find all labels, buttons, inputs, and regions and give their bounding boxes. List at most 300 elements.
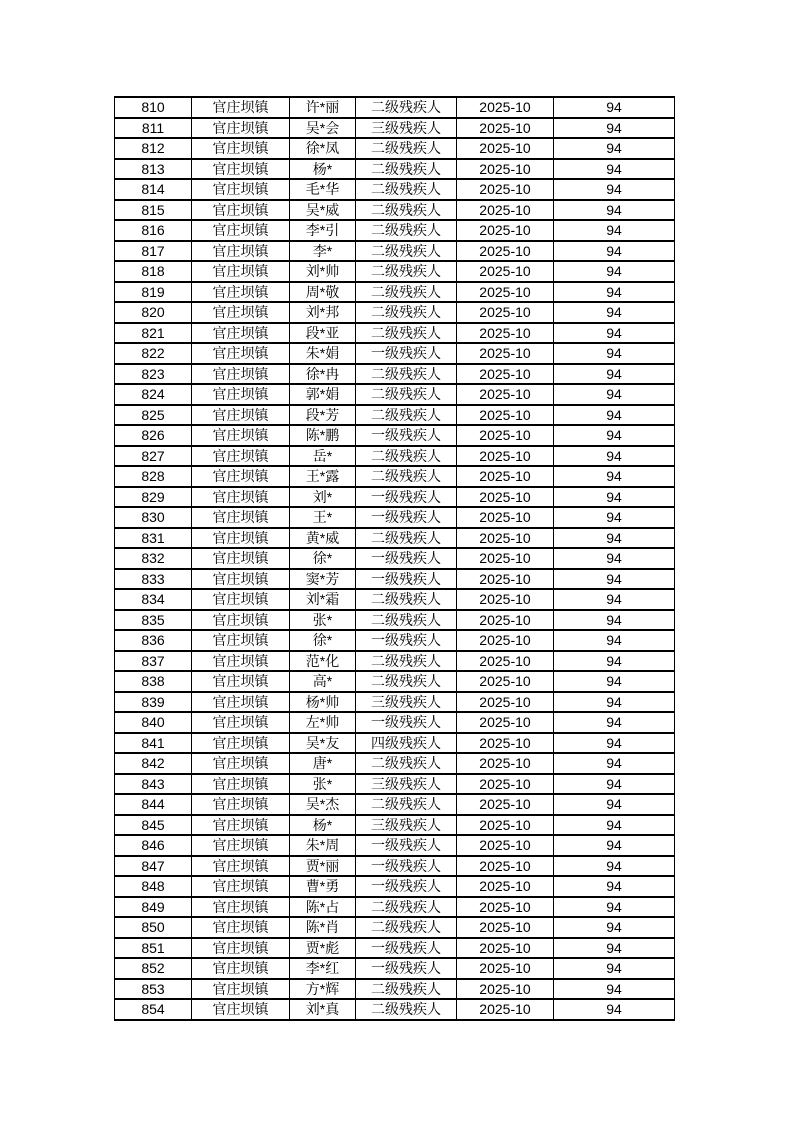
cell-person-name: 杨*帅	[290, 692, 356, 713]
cell-month: 2025-10	[457, 507, 554, 528]
cell-month: 2025-10	[457, 835, 554, 856]
cell-person-name: 范*化	[290, 651, 356, 672]
cell-month: 2025-10	[457, 446, 554, 467]
cell-person-name: 李*引	[290, 220, 356, 241]
cell-town: 官庄坝镇	[192, 692, 290, 713]
cell-amount: 94	[554, 118, 675, 139]
cell-town: 官庄坝镇	[192, 200, 290, 221]
cell-person-name: 刘*	[290, 487, 356, 508]
cell-amount: 94	[554, 384, 675, 405]
cell-town: 官庄坝镇	[192, 384, 290, 405]
cell-amount: 94	[554, 651, 675, 672]
cell-disability-level: 二级残疾人	[356, 220, 457, 241]
cell-person-name: 杨*	[290, 159, 356, 180]
cell-person-name: 朱*娟	[290, 343, 356, 364]
cell-town: 官庄坝镇	[192, 589, 290, 610]
cell-month: 2025-10	[457, 876, 554, 897]
cell-month: 2025-10	[457, 241, 554, 262]
cell-disability-level: 二级残疾人	[356, 384, 457, 405]
cell-amount: 94	[554, 835, 675, 856]
cell-month: 2025-10	[457, 528, 554, 549]
table-row	[115, 507, 675, 528]
cell-town: 官庄坝镇	[192, 282, 290, 303]
cell-disability-level: 三级残疾人	[356, 815, 457, 836]
cell-month: 2025-10	[457, 938, 554, 959]
cell-serial-number: 841	[115, 733, 192, 754]
cell-amount: 94	[554, 999, 675, 1020]
cell-amount: 94	[554, 466, 675, 487]
table-row	[115, 671, 675, 692]
cell-disability-level: 一级残疾人	[356, 507, 457, 528]
cell-amount: 94	[554, 569, 675, 590]
cell-town: 官庄坝镇	[192, 548, 290, 569]
cell-serial-number: 828	[115, 466, 192, 487]
cell-serial-number: 850	[115, 917, 192, 938]
cell-month: 2025-10	[457, 487, 554, 508]
cell-amount: 94	[554, 323, 675, 344]
cell-town: 官庄坝镇	[192, 569, 290, 590]
cell-town: 官庄坝镇	[192, 323, 290, 344]
cell-person-name: 徐*	[290, 630, 356, 651]
cell-serial-number: 851	[115, 938, 192, 959]
cell-disability-level: 二级残疾人	[356, 282, 457, 303]
cell-town: 官庄坝镇	[192, 610, 290, 631]
table-row	[115, 917, 675, 938]
cell-disability-level: 一级残疾人	[356, 569, 457, 590]
cell-town: 官庄坝镇	[192, 794, 290, 815]
cell-town: 官庄坝镇	[192, 138, 290, 159]
table-row	[115, 897, 675, 918]
cell-disability-level: 二级残疾人	[356, 794, 457, 815]
cell-disability-level: 二级残疾人	[356, 302, 457, 323]
table-row	[115, 364, 675, 385]
table-row	[115, 97, 675, 118]
cell-serial-number: 827	[115, 446, 192, 467]
cell-month: 2025-10	[457, 630, 554, 651]
cell-disability-level: 二级残疾人	[356, 179, 457, 200]
cell-disability-level: 二级残疾人	[356, 979, 457, 1000]
cell-person-name: 徐*	[290, 548, 356, 569]
cell-town: 官庄坝镇	[192, 364, 290, 385]
table-row	[115, 118, 675, 139]
cell-town: 官庄坝镇	[192, 917, 290, 938]
cell-amount: 94	[554, 938, 675, 959]
table-row	[115, 323, 675, 344]
table-row	[115, 835, 675, 856]
cell-month: 2025-10	[457, 364, 554, 385]
cell-disability-level: 二级残疾人	[356, 897, 457, 918]
subsidy-table	[114, 96, 675, 1021]
cell-person-name: 吴*会	[290, 118, 356, 139]
cell-month: 2025-10	[457, 569, 554, 590]
cell-person-name: 吴*友	[290, 733, 356, 754]
cell-serial-number: 823	[115, 364, 192, 385]
cell-disability-level: 二级残疾人	[356, 753, 457, 774]
cell-person-name: 徐*凤	[290, 138, 356, 159]
cell-amount: 94	[554, 733, 675, 754]
cell-disability-level: 三级残疾人	[356, 692, 457, 713]
cell-disability-level: 二级残疾人	[356, 200, 457, 221]
cell-serial-number: 824	[115, 384, 192, 405]
cell-amount: 94	[554, 712, 675, 733]
cell-town: 官庄坝镇	[192, 528, 290, 549]
cell-month: 2025-10	[457, 753, 554, 774]
cell-town: 官庄坝镇	[192, 302, 290, 323]
cell-month: 2025-10	[457, 261, 554, 282]
cell-amount: 94	[554, 507, 675, 528]
cell-person-name: 高*	[290, 671, 356, 692]
cell-amount: 94	[554, 794, 675, 815]
cell-month: 2025-10	[457, 466, 554, 487]
cell-person-name: 段*亚	[290, 323, 356, 344]
cell-month: 2025-10	[457, 302, 554, 323]
table-row	[115, 876, 675, 897]
cell-month: 2025-10	[457, 118, 554, 139]
cell-person-name: 吴*杰	[290, 794, 356, 815]
cell-person-name: 刘*邦	[290, 302, 356, 323]
table-row	[115, 343, 675, 364]
cell-town: 官庄坝镇	[192, 938, 290, 959]
table-row	[115, 261, 675, 282]
cell-amount: 94	[554, 630, 675, 651]
cell-town: 官庄坝镇	[192, 651, 290, 672]
cell-serial-number: 846	[115, 835, 192, 856]
cell-serial-number: 834	[115, 589, 192, 610]
cell-serial-number: 816	[115, 220, 192, 241]
cell-month: 2025-10	[457, 917, 554, 938]
cell-amount: 94	[554, 405, 675, 426]
cell-amount: 94	[554, 97, 675, 118]
cell-amount: 94	[554, 220, 675, 241]
table-row	[115, 138, 675, 159]
cell-month: 2025-10	[457, 97, 554, 118]
cell-serial-number: 825	[115, 405, 192, 426]
table-row	[115, 487, 675, 508]
cell-town: 官庄坝镇	[192, 630, 290, 651]
cell-month: 2025-10	[457, 200, 554, 221]
cell-person-name: 杨*	[290, 815, 356, 836]
table-row	[115, 446, 675, 467]
cell-town: 官庄坝镇	[192, 487, 290, 508]
cell-town: 官庄坝镇	[192, 774, 290, 795]
cell-town: 官庄坝镇	[192, 999, 290, 1020]
cell-amount: 94	[554, 179, 675, 200]
table-row	[115, 200, 675, 221]
table-row	[115, 815, 675, 836]
cell-town: 官庄坝镇	[192, 261, 290, 282]
cell-person-name: 许*丽	[290, 97, 356, 118]
cell-amount: 94	[554, 589, 675, 610]
cell-disability-level: 二级残疾人	[356, 651, 457, 672]
cell-month: 2025-10	[457, 159, 554, 180]
cell-amount: 94	[554, 610, 675, 631]
cell-town: 官庄坝镇	[192, 733, 290, 754]
cell-town: 官庄坝镇	[192, 835, 290, 856]
table-row	[115, 466, 675, 487]
cell-month: 2025-10	[457, 671, 554, 692]
cell-disability-level: 二级残疾人	[356, 364, 457, 385]
cell-serial-number: 817	[115, 241, 192, 262]
cell-serial-number: 829	[115, 487, 192, 508]
cell-serial-number: 818	[115, 261, 192, 282]
cell-person-name: 刘*帅	[290, 261, 356, 282]
cell-amount: 94	[554, 671, 675, 692]
cell-disability-level: 二级残疾人	[356, 466, 457, 487]
cell-person-name: 岳*	[290, 446, 356, 467]
cell-amount: 94	[554, 138, 675, 159]
table-row	[115, 179, 675, 200]
cell-amount: 94	[554, 343, 675, 364]
cell-amount: 94	[554, 876, 675, 897]
cell-town: 官庄坝镇	[192, 425, 290, 446]
cell-town: 官庄坝镇	[192, 159, 290, 180]
cell-month: 2025-10	[457, 979, 554, 1000]
table-row	[115, 589, 675, 610]
cell-disability-level: 一级残疾人	[356, 630, 457, 651]
cell-month: 2025-10	[457, 692, 554, 713]
cell-serial-number: 810	[115, 97, 192, 118]
cell-person-name: 张*	[290, 610, 356, 631]
cell-month: 2025-10	[457, 589, 554, 610]
cell-disability-level: 二级残疾人	[356, 323, 457, 344]
cell-serial-number: 837	[115, 651, 192, 672]
cell-person-name: 王*露	[290, 466, 356, 487]
cell-person-name: 窦*芳	[290, 569, 356, 590]
table-row	[115, 733, 675, 754]
cell-serial-number: 835	[115, 610, 192, 631]
cell-serial-number: 853	[115, 979, 192, 1000]
cell-person-name: 左*帅	[290, 712, 356, 733]
cell-disability-level: 二级残疾人	[356, 917, 457, 938]
table-row	[115, 958, 675, 979]
cell-amount: 94	[554, 159, 675, 180]
cell-town: 官庄坝镇	[192, 712, 290, 733]
cell-person-name: 陈*肖	[290, 917, 356, 938]
cell-serial-number: 833	[115, 569, 192, 590]
cell-serial-number: 838	[115, 671, 192, 692]
cell-disability-level: 一级残疾人	[356, 343, 457, 364]
cell-disability-level: 二级残疾人	[356, 999, 457, 1020]
table-row	[115, 282, 675, 303]
cell-month: 2025-10	[457, 384, 554, 405]
cell-person-name: 王*	[290, 507, 356, 528]
cell-serial-number: 849	[115, 897, 192, 918]
cell-amount: 94	[554, 364, 675, 385]
cell-disability-level: 二级残疾人	[356, 671, 457, 692]
cell-serial-number: 821	[115, 323, 192, 344]
cell-town: 官庄坝镇	[192, 958, 290, 979]
table-row	[115, 651, 675, 672]
cell-amount: 94	[554, 979, 675, 1000]
cell-serial-number: 813	[115, 159, 192, 180]
cell-serial-number: 845	[115, 815, 192, 836]
cell-month: 2025-10	[457, 282, 554, 303]
cell-month: 2025-10	[457, 856, 554, 877]
cell-month: 2025-10	[457, 999, 554, 1020]
cell-person-name: 贾*丽	[290, 856, 356, 877]
cell-month: 2025-10	[457, 897, 554, 918]
table-row	[115, 425, 675, 446]
cell-serial-number: 815	[115, 200, 192, 221]
cell-person-name: 李*	[290, 241, 356, 262]
table-row	[115, 548, 675, 569]
cell-disability-level: 一级残疾人	[356, 876, 457, 897]
table-body	[115, 97, 675, 1020]
table-row	[115, 220, 675, 241]
cell-person-name: 李*红	[290, 958, 356, 979]
cell-month: 2025-10	[457, 774, 554, 795]
cell-person-name: 陈*占	[290, 897, 356, 918]
cell-town: 官庄坝镇	[192, 220, 290, 241]
cell-amount: 94	[554, 200, 675, 221]
cell-person-name: 唐*	[290, 753, 356, 774]
cell-disability-level: 三级残疾人	[356, 774, 457, 795]
cell-month: 2025-10	[457, 323, 554, 344]
cell-month: 2025-10	[457, 405, 554, 426]
cell-town: 官庄坝镇	[192, 753, 290, 774]
table-row	[115, 794, 675, 815]
table-row	[115, 159, 675, 180]
cell-amount: 94	[554, 856, 675, 877]
cell-disability-level: 二级残疾人	[356, 97, 457, 118]
cell-amount: 94	[554, 241, 675, 262]
cell-amount: 94	[554, 528, 675, 549]
cell-person-name: 陈*鹏	[290, 425, 356, 446]
table-row	[115, 528, 675, 549]
cell-amount: 94	[554, 425, 675, 446]
table-row	[115, 241, 675, 262]
table-row	[115, 384, 675, 405]
table-row	[115, 856, 675, 877]
cell-amount: 94	[554, 302, 675, 323]
cell-amount: 94	[554, 487, 675, 508]
cell-disability-level: 二级残疾人	[356, 241, 457, 262]
cell-person-name: 刘*霜	[290, 589, 356, 610]
cell-amount: 94	[554, 261, 675, 282]
cell-disability-level: 二级残疾人	[356, 446, 457, 467]
cell-person-name: 吴*威	[290, 200, 356, 221]
cell-disability-level: 一级残疾人	[356, 835, 457, 856]
cell-serial-number: 820	[115, 302, 192, 323]
table-row	[115, 753, 675, 774]
cell-town: 官庄坝镇	[192, 405, 290, 426]
cell-serial-number: 839	[115, 692, 192, 713]
table-row	[115, 569, 675, 590]
cell-person-name: 周*敬	[290, 282, 356, 303]
cell-person-name: 张*	[290, 774, 356, 795]
cell-month: 2025-10	[457, 220, 554, 241]
cell-person-name: 黄*威	[290, 528, 356, 549]
cell-amount: 94	[554, 446, 675, 467]
cell-town: 官庄坝镇	[192, 118, 290, 139]
cell-town: 官庄坝镇	[192, 466, 290, 487]
cell-town: 官庄坝镇	[192, 856, 290, 877]
table-row	[115, 712, 675, 733]
cell-month: 2025-10	[457, 425, 554, 446]
cell-town: 官庄坝镇	[192, 507, 290, 528]
cell-disability-level: 二级残疾人	[356, 589, 457, 610]
cell-amount: 94	[554, 282, 675, 303]
cell-disability-level: 二级残疾人	[356, 138, 457, 159]
cell-month: 2025-10	[457, 179, 554, 200]
table-row	[115, 938, 675, 959]
cell-serial-number: 840	[115, 712, 192, 733]
cell-amount: 94	[554, 774, 675, 795]
cell-disability-level: 一级残疾人	[356, 938, 457, 959]
cell-disability-level: 一级残疾人	[356, 425, 457, 446]
cell-serial-number: 842	[115, 753, 192, 774]
cell-disability-level: 一级残疾人	[356, 958, 457, 979]
cell-person-name: 方*辉	[290, 979, 356, 1000]
cell-disability-level: 二级残疾人	[356, 159, 457, 180]
cell-town: 官庄坝镇	[192, 343, 290, 364]
cell-serial-number: 843	[115, 774, 192, 795]
cell-town: 官庄坝镇	[192, 979, 290, 1000]
cell-person-name: 徐*冉	[290, 364, 356, 385]
cell-disability-level: 一级残疾人	[356, 548, 457, 569]
cell-month: 2025-10	[457, 651, 554, 672]
table-row	[115, 979, 675, 1000]
cell-town: 官庄坝镇	[192, 815, 290, 836]
cell-town: 官庄坝镇	[192, 671, 290, 692]
cell-serial-number: 811	[115, 118, 192, 139]
cell-serial-number: 844	[115, 794, 192, 815]
cell-town: 官庄坝镇	[192, 446, 290, 467]
cell-amount: 94	[554, 692, 675, 713]
cell-amount: 94	[554, 753, 675, 774]
cell-month: 2025-10	[457, 610, 554, 631]
cell-month: 2025-10	[457, 343, 554, 364]
cell-serial-number: 822	[115, 343, 192, 364]
table-row	[115, 999, 675, 1020]
cell-amount: 94	[554, 548, 675, 569]
cell-town: 官庄坝镇	[192, 97, 290, 118]
cell-disability-level: 二级残疾人	[356, 261, 457, 282]
cell-month: 2025-10	[457, 548, 554, 569]
cell-town: 官庄坝镇	[192, 179, 290, 200]
table-row	[115, 630, 675, 651]
cell-month: 2025-10	[457, 138, 554, 159]
cell-town: 官庄坝镇	[192, 241, 290, 262]
cell-month: 2025-10	[457, 794, 554, 815]
cell-person-name: 郭*娟	[290, 384, 356, 405]
cell-person-name: 刘*真	[290, 999, 356, 1020]
cell-serial-number: 832	[115, 548, 192, 569]
cell-serial-number: 830	[115, 507, 192, 528]
cell-month: 2025-10	[457, 712, 554, 733]
table-row	[115, 692, 675, 713]
table-row	[115, 302, 675, 323]
cell-serial-number: 836	[115, 630, 192, 651]
cell-amount: 94	[554, 958, 675, 979]
cell-disability-level: 四级残疾人	[356, 733, 457, 754]
cell-disability-level: 二级残疾人	[356, 405, 457, 426]
cell-disability-level: 二级残疾人	[356, 610, 457, 631]
table-row	[115, 610, 675, 631]
cell-town: 官庄坝镇	[192, 897, 290, 918]
cell-person-name: 毛*华	[290, 179, 356, 200]
cell-amount: 94	[554, 897, 675, 918]
cell-serial-number: 854	[115, 999, 192, 1020]
cell-person-name: 朱*周	[290, 835, 356, 856]
cell-serial-number: 826	[115, 425, 192, 446]
cell-town: 官庄坝镇	[192, 876, 290, 897]
cell-serial-number: 812	[115, 138, 192, 159]
cell-amount: 94	[554, 815, 675, 836]
cell-amount: 94	[554, 917, 675, 938]
cell-person-name: 段*芳	[290, 405, 356, 426]
cell-serial-number: 814	[115, 179, 192, 200]
